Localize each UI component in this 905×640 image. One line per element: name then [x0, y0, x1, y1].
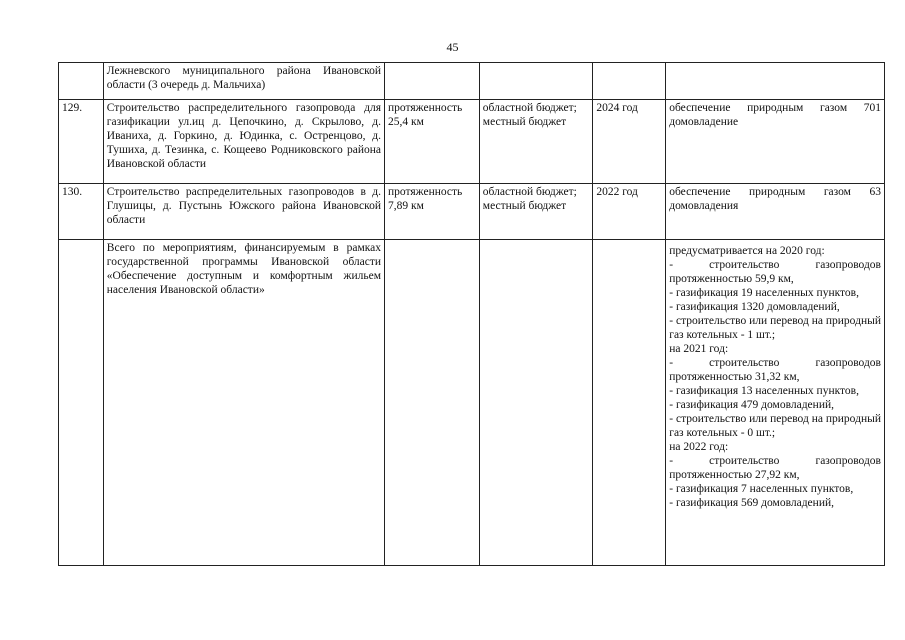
result-line: - строительство или перевод на природный газ котельных - 1 шт.;	[669, 315, 881, 341]
funding-source-line: областной бюджет;	[482, 186, 577, 198]
result-line: - строительство газопроводов протяженностью 59,9 км,	[669, 259, 881, 285]
year-cell: 2022 год	[593, 184, 666, 240]
year-cell	[593, 63, 666, 100]
result-line: - газификация 479 домовладений,	[669, 399, 835, 411]
row-number-cell	[59, 63, 104, 100]
activity-name-cell: Лежневского муниципального района Ивановской области (3 очередь д. Мальчиха)	[103, 63, 384, 100]
result-line: - строительство газопроводов протяженностью 31,32 км,	[669, 357, 881, 383]
row-number-cell	[59, 240, 104, 566]
funding-source-line: областной бюджет;	[482, 102, 577, 114]
funding-source-line: местный бюджет	[482, 116, 567, 128]
result-line: предусматривается на 2020 год:	[669, 245, 825, 257]
result-line: - газификация 13 населенных пунктов,	[669, 385, 859, 397]
activity-name-cell: Строительство распределительного газопровода для газификации ул.иц д. Цепочкино, д. Скрылово, д. Иваниха, д. Горкино, д. Юдинка, с. Остренцово, д. Тушиха, д. Тезинка, с. Кощеево Родниковского района Ивановской области	[103, 100, 384, 184]
year-cell	[593, 240, 666, 566]
characteristic-cell	[385, 240, 480, 566]
table-row	[59, 100, 885, 184]
table-row-total	[59, 240, 885, 566]
funding-source-cell	[479, 240, 593, 566]
result-line: на 2022 год:	[669, 441, 729, 453]
result-cell: обеспечение природным газом 63 домовладения	[666, 184, 885, 240]
funding-source-cell	[479, 63, 593, 100]
result-cell	[666, 63, 885, 100]
result-line: на 2021 год:	[669, 343, 729, 355]
table-row	[59, 184, 885, 240]
result-line: - газификация 19 населенных пунктов,	[669, 287, 859, 299]
result-cell: обеспечение природным газом 701 домовладение	[666, 100, 885, 184]
activities-table	[58, 62, 885, 566]
total-name-cell: Всего по мероприятиям, финансируемым в рамках государственной программы Ивановской области «Обеспечение доступным и комфортным жильем населения Ивановской области»	[103, 240, 384, 566]
characteristic-cell: протяженность 7,89 км	[385, 184, 480, 240]
total-result-cell	[666, 240, 885, 566]
funding-source-cell	[479, 184, 593, 240]
table-row	[59, 63, 885, 100]
row-number-cell: 129.	[59, 100, 104, 184]
result-line: - газификация 1320 домовладений,	[669, 301, 840, 313]
row-number-cell: 130.	[59, 184, 104, 240]
funding-source-cell	[479, 100, 593, 184]
result-line: - строительство газопроводов протяженностью 27,92 км,	[669, 455, 881, 481]
activity-name-cell: Строительство распределительных газопроводов в д. Глушицы, д. Пустынь Южского района Ивановской области	[103, 184, 384, 240]
page-number: 45	[446, 40, 459, 54]
result-line: - газификация 7 населенных пунктов,	[669, 483, 854, 495]
result-line: - строительство или перевод на природный газ котельных - 0 шт.;	[669, 413, 881, 439]
characteristic-cell	[385, 63, 480, 100]
year-cell: 2024 год	[593, 100, 666, 184]
characteristic-cell: протяженность 25,4 км	[385, 100, 480, 184]
result-line: - газификация 569 домовладений,	[669, 497, 835, 509]
funding-source-line: местный бюджет	[482, 200, 567, 212]
